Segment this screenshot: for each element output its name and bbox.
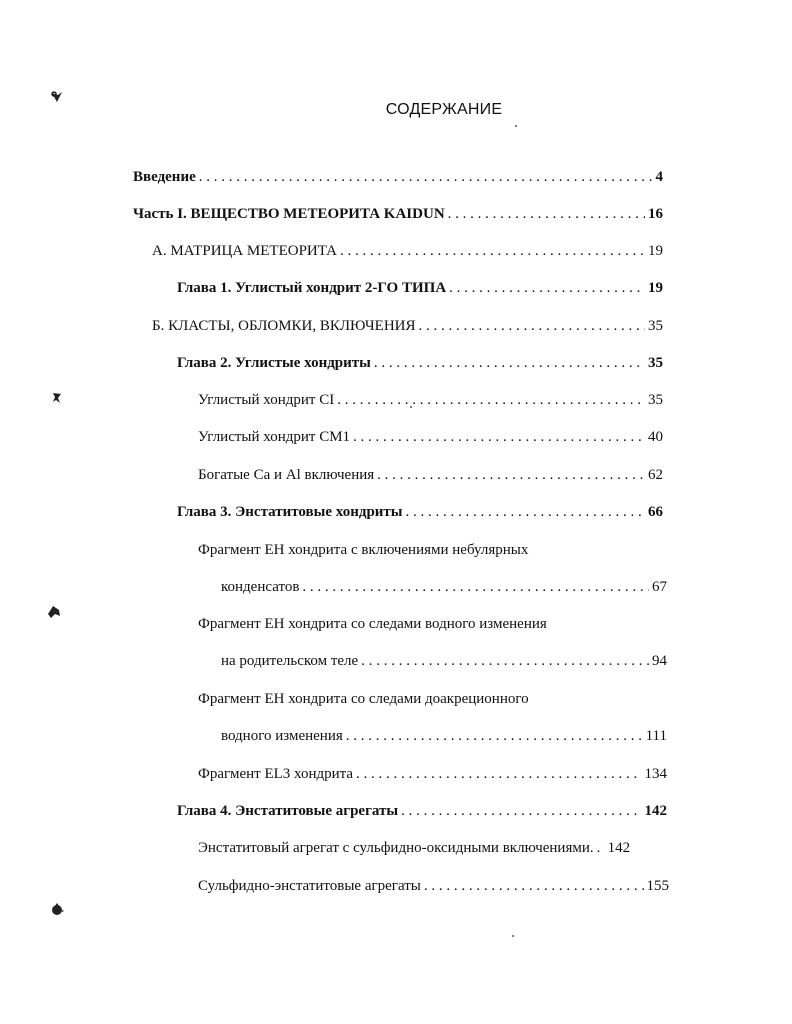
dot-leader [449, 278, 645, 298]
toc-entry-page: 94 [652, 653, 667, 669]
toc-entry-cm1-chondrite[interactable] [198, 427, 663, 447]
toc-entry-chapter-3[interactable] [177, 502, 663, 522]
toc-entry-page: 4 [655, 169, 663, 185]
toc-entry-enstatite-aggregate[interactable] [198, 838, 669, 858]
toc-entry-introduction[interactable] [133, 167, 663, 187]
dot-leader [356, 764, 641, 784]
toc-entry-page: 142 [644, 803, 667, 819]
toc-entry-part-1[interactable] [133, 204, 663, 224]
scan-speck [515, 125, 517, 127]
scan-speck [410, 406, 412, 408]
toc-entry-label: А. МАТРИЦА МЕТЕОРИТА [152, 243, 338, 259]
punch-mark-icon [50, 391, 64, 405]
toc-entry-eh-nebular-line1[interactable]: Фрагмент ЕН хондрита с включениями небулярных [198, 542, 529, 558]
toc-entry-el3-fragment[interactable] [198, 764, 667, 784]
toc-entry-label: Фрагмент EL3 хондрита [198, 766, 354, 782]
punch-mark-icon [49, 902, 63, 916]
punch-mark-icon [50, 90, 64, 104]
toc-entry-label: конденсатов [221, 579, 300, 595]
toc-entry-chapter-1[interactable] [177, 278, 663, 298]
dot-leader [448, 204, 645, 224]
toc-entry-label: Сульфидно-энстатитовые агрегаты [198, 878, 421, 894]
toc-entry-label: Глава 4. Энстатитовые агрегаты [177, 803, 399, 819]
dot-leader [302, 577, 649, 597]
page-title: СОДЕРЖАНИЕ [385, 101, 503, 118]
toc-entry-page: 62 [648, 467, 663, 483]
toc-entry-label: Часть I. ВЕЩЕСТВО МЕТЕОРИТА KAIDUN [133, 206, 445, 222]
toc-entry-page: 19 [648, 280, 663, 296]
toc-entry-page: 155 [646, 878, 669, 894]
dot-leader [361, 651, 649, 671]
dot-leader [377, 465, 645, 485]
toc-entry-label: Энстатитовый агрегат с сульфидно-оксидными включениями. [198, 840, 594, 856]
toc-entry-eh-nebular[interactable] [221, 577, 667, 597]
dot-leader [346, 726, 643, 746]
toc-entry-label: водного изменения [221, 728, 343, 744]
toc-entry-page: 111 [645, 728, 667, 744]
toc-entry-page: 66 [648, 504, 663, 520]
toc-entry-label: Углистый хондрит CI [198, 392, 335, 408]
toc-entry-label: на родительском теле [221, 653, 359, 669]
dot-leader [424, 876, 644, 896]
toc-entry-label: Богатые Ca и Al включения [198, 467, 375, 483]
toc-entry-page: 19 [648, 243, 663, 259]
toc-entry-page: 142 [607, 840, 631, 856]
dot-leader [337, 390, 645, 410]
dot-leader [597, 838, 605, 858]
toc-entry-page: 67 [652, 579, 667, 595]
toc-entry-label: Б. КЛАСТЫ, ОБЛОМКИ, ВКЛЮЧЕНИЯ [152, 318, 416, 334]
toc-entry-page: 35 [648, 392, 663, 408]
toc-entry-label: Глава 3. Энстатитовые хондриты [177, 504, 403, 520]
toc-entry-eh-preaccretion[interactable] [221, 726, 667, 746]
toc-entry-label: Глава 2. Углистые хондриты [177, 355, 371, 371]
toc-entry-cai-inclusions[interactable] [198, 465, 663, 485]
toc-entry-section-b[interactable] [152, 316, 663, 336]
dot-leader [374, 353, 645, 373]
toc-entry-eh-preaccretion-line1[interactable]: Фрагмент ЕН хондрита со следами доакреционного [198, 691, 529, 707]
toc-entry-label: Глава 1. Углистый хондрит 2-ГО ТИПА [177, 280, 447, 296]
punch-mark-icon [46, 604, 60, 618]
toc-entry-section-a[interactable] [152, 241, 663, 261]
dot-leader [353, 427, 645, 447]
toc-entry-page: 35 [648, 318, 663, 334]
scan-speck [512, 935, 514, 937]
toc-entry-label: Углистый хондрит CM1 [198, 429, 351, 445]
toc-entry-page: 16 [648, 206, 663, 222]
dot-leader [419, 316, 646, 336]
dot-leader [199, 167, 653, 187]
dot-leader [401, 801, 641, 821]
dot-leader [406, 502, 645, 522]
toc-entry-sulfide-enstatite[interactable] [198, 876, 669, 896]
toc-entry-page: 134 [644, 766, 667, 782]
toc-entry-eh-aqueous[interactable] [221, 651, 667, 671]
toc-entry-ci-chondrite[interactable] [198, 390, 663, 410]
toc-entry-chapter-2[interactable] [177, 353, 663, 373]
toc-entry-chapter-4[interactable] [177, 801, 667, 821]
dot-leader [340, 241, 645, 261]
toc-entry-eh-aqueous-line1[interactable]: Фрагмент ЕН хондрита со следами водного изменения [198, 616, 547, 632]
toc-entry-page: 35 [648, 355, 663, 371]
toc-entry-label: Введение [133, 169, 196, 185]
toc-entry-page: 40 [648, 429, 663, 445]
